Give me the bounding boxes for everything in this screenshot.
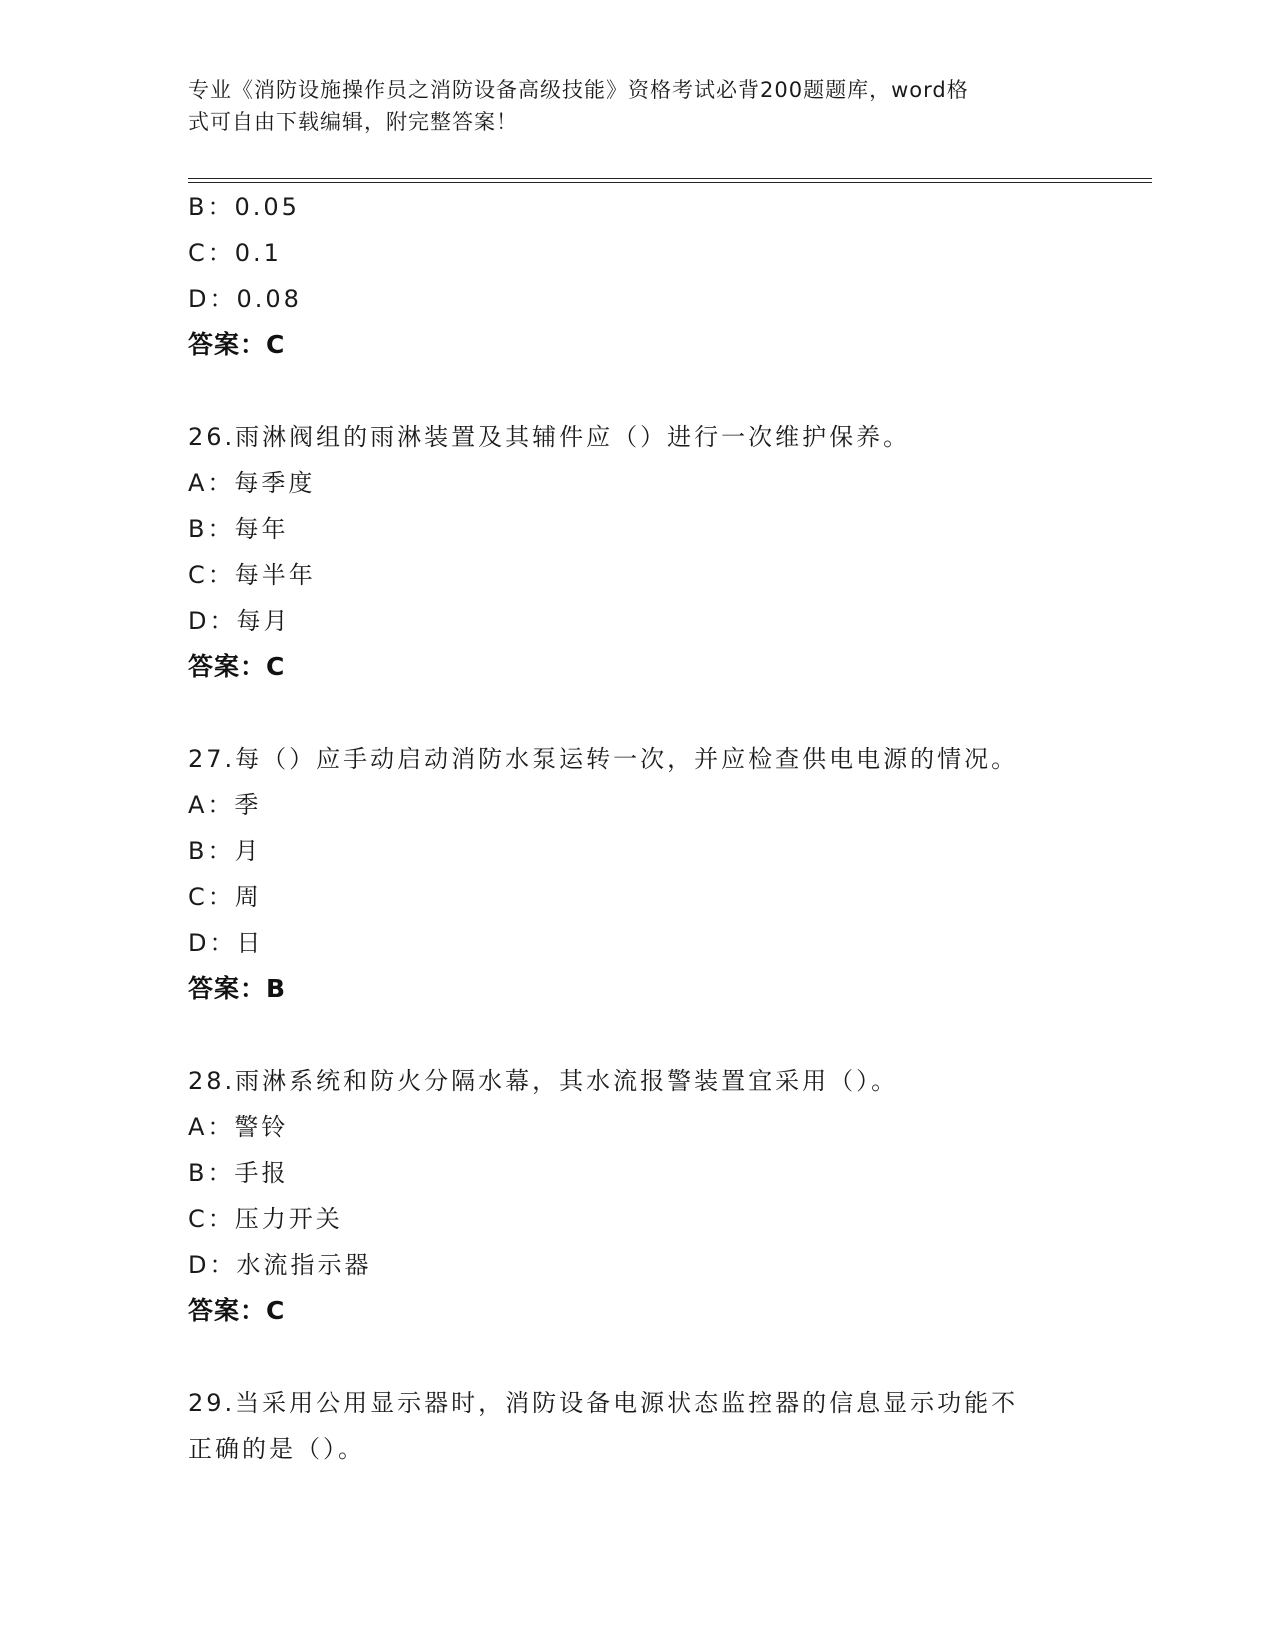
question-27-text: 27.每（）应手动启动消防水泵运转一次，并应检查供电电源的情况。 [188,745,1019,773]
option-d: D：0.08 [188,285,302,313]
document-header [188,74,1068,138]
question-26-option-b: B：每年 [188,515,289,543]
header-line-2: 式可自由下载编辑，附完整答案！ [188,110,518,134]
question-26-option-a: A：每季度 [188,469,316,497]
header-divider [188,178,1152,183]
option-b: B：0.05 [188,193,300,221]
question-27-option-b: B：月 [188,837,262,865]
question-27-option-c: C：周 [188,883,262,911]
question-28-answer: 答案：C [188,1296,286,1325]
question-27-option-d: D：日 [188,929,264,957]
question-26-option-c: C：每半年 [188,561,316,589]
question-29-text-line-2: 正确的是（）。 [188,1435,365,1463]
question-28-option-d: D：水流指示器 [188,1251,372,1279]
header-line-1: 专业《消防设施操作员之消防设备高级技能》资格考试必背200题题库，word格 [188,78,969,102]
question-29-text-line-1: 29.当采用公用显示器时，消防设备电源状态监控器的信息显示功能不 [188,1389,1019,1417]
question-28-option-a: A：警铃 [188,1113,289,1141]
question-27-answer: 答案：B [188,974,287,1003]
question-28-option-c: C：压力开关 [188,1205,343,1233]
question-28-option-b: B：手报 [188,1159,289,1187]
question-26-answer: 答案：C [188,652,286,681]
question-28-text: 28.雨淋系统和防火分隔水幕，其水流报警装置宜采用（）。 [188,1067,899,1095]
answer: 答案：C [188,330,286,359]
option-c: C：0.1 [188,239,282,267]
question-27-option-a: A：季 [188,791,262,819]
question-26-option-d: D：每月 [188,607,291,635]
question-26-text: 26.雨淋阀组的雨淋装置及其辅件应（）进行一次维护保养。 [188,423,911,451]
